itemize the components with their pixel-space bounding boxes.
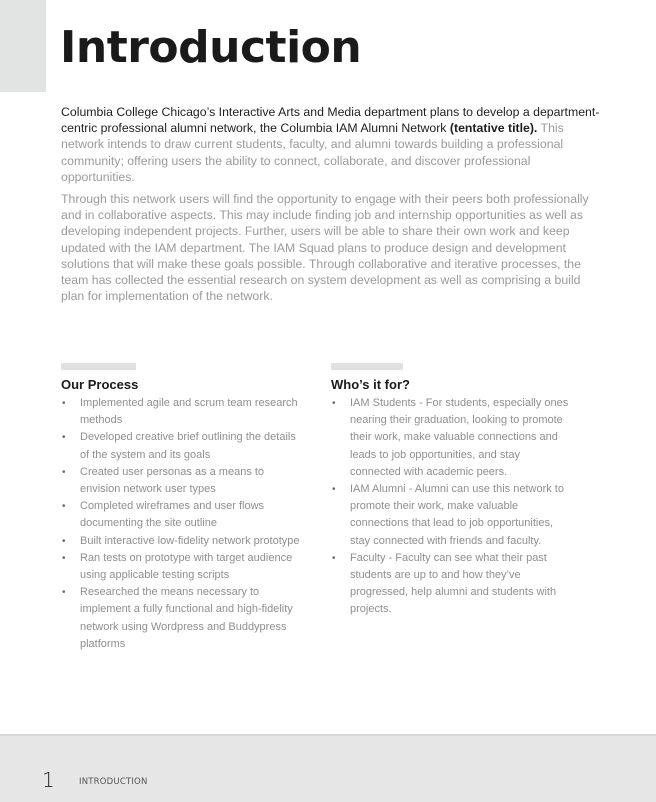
list-item: • Implemented agile and scrum team research methods: [62, 397, 298, 427]
intro-lead-text: Columbia College Chicago’s Interactive Arts and Media department plans to develop a department-centric professional alumni network, the Columbia IAM Alumni Network: [61, 105, 600, 136]
footer-section-label: INTRODUCTION: [79, 777, 148, 787]
page-number: 1: [42, 768, 55, 792]
page-footer: [0, 734, 656, 802]
list-item: • Created user personas as a means to envision network user types: [62, 465, 265, 496]
intro-paragraph-2: Through this network users will find the opportunity to engage with their peers both professionally and in collaborative aspects. This may include finding job and internship opportunities as well as developing independent projects. Further, users will be able to share their own work and keep updated with the IAM department. The IAM Squad plans to produce design and development solutions that will make these goals possible. Through collaborative and iterative processes, the team has collected the essential research on system development as well as comprising a build plan for implementation of the network.: [61, 192, 589, 304]
bullet-icon: •: [332, 398, 336, 409]
bullet-icon: •: [62, 552, 66, 564]
page-title: Introduction: [60, 22, 362, 73]
our-process-heading: Our Process: [61, 377, 139, 392]
list-item: • Completed wireframes and user flows documenting the site outline: [62, 500, 265, 530]
list-item: • Developed creative brief outlining the details of the system and its goals: [62, 431, 296, 461]
bullet-icon: •: [62, 587, 66, 599]
list-item: • Faculty - Faculty can see what their past students are up to and how they’ve progressed, help alumni and students with projects.: [332, 551, 557, 616]
intro-paragraph-1: [61, 104, 601, 185]
side-accent-block: [0, 0, 46, 92]
list-item: • Built interactive low-fidelity network prototype: [61, 533, 301, 550]
bullet-icon: •: [62, 432, 66, 444]
intro-tentative-title: (tentative title).: [449, 121, 538, 136]
bullet-icon: •: [62, 501, 66, 513]
intro-lead-rest: This network intends to draw current students, faculty, and alumni towards building a professional community; offering users the ability to connect, collaborate, and discover professional opportunities.: [61, 121, 564, 184]
section-divider-bar: [61, 363, 136, 370]
whos-it-for-section: [331, 363, 571, 619]
bullet-icon: •: [332, 552, 336, 564]
audience-list: [331, 395, 571, 619]
process-list: [61, 395, 301, 653]
bullet-icon: •: [62, 535, 66, 547]
bullet-icon: •: [332, 484, 336, 496]
our-process-section: [61, 363, 301, 653]
section-divider-bar: [331, 363, 403, 370]
list-item: • Ran tests on prototype with target audience using applicable testing scripts: [62, 551, 293, 582]
bullet-icon: •: [62, 466, 66, 478]
list-item: • IAM Students - For students, especially ones nearing their graduation, looking to promote their work, make valuable connections and leads to job opportunities, and stay connected with academic peers.: [332, 397, 569, 478]
bullet-icon: •: [62, 398, 66, 409]
list-item: • Researched the means necessary to implement a fully functional and high-fidelity network using Wordpress and Buddypress platforms: [62, 586, 293, 650]
whos-it-for-heading: Who’s it for?: [331, 377, 410, 392]
intro-section: [61, 104, 601, 310]
list-item: • IAM Alumni - Alumni can use this network to promote their work, make valuable connections that lead to job opportunities, stay connected with friends and faculty.: [332, 483, 564, 547]
